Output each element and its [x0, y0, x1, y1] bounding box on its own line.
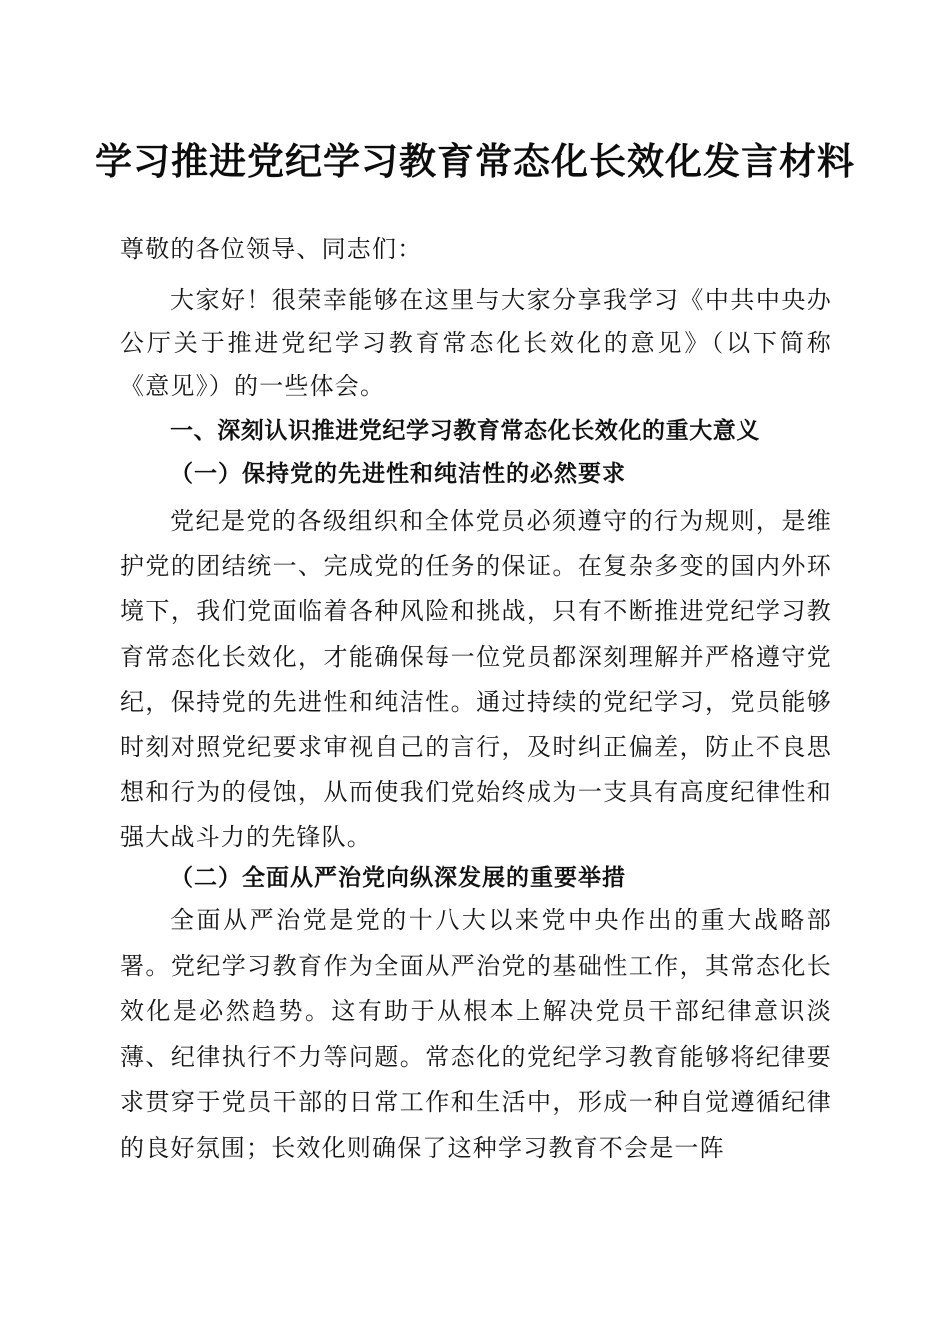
subsection-heading: （一）保持党的先进性和纯洁性的必然要求	[170, 460, 626, 487]
intro-paragraph: 大家好！很荣幸能够在这里与大家分享我学习《中共中央办公厅关于推进党纪学习教育常态化长效化的意见》（以下简称《意见》）的一些体会。	[120, 286, 832, 400]
body-paragraph: 全面从严治党是党的十八大以来党中央作出的重大战略部署。党纪学习教育作为全面从严治党的基础性工作，其常态化长效化是必然趋势。这有助于从根本上解决党员干部纪律意识淡薄、纪律执行不力等问题。常态化的党纪学习教育能够将纪律要求贯穿于党员干部的日常工作和生活中，形成一种自觉遵循纪律的良好氛围；长效化则确保了这种学习教育不会是一阵	[120, 906, 832, 1162]
subsection-heading: （二）全面从严治党向纵深发展的重要举措	[170, 864, 626, 891]
body-paragraph: 党纪是党的各级组织和全体党员必须遵守的行为规则，是维护党的团结统一、完成党的任务的保证。在复杂多变的国内外环境下，我们党面临着各种风险和挑战，只有不断推进党纪学习教育常态化长效化，才能确保每一位党员都深刻理解并严格遵守党纪，保持党的先进性和纯洁性。通过持续的党纪学习，党员能够时刻对照党纪要求审视自己的言行，及时纠正偏差，防止不良思想和行为的侵蚀，从而使我们党始终成为一支具有高度纪律性和强大战斗力的先锋队。	[120, 507, 832, 852]
salutation: 尊敬的各位领导、同志们：	[120, 235, 423, 263]
section-heading: 一、深刻认识推进党纪学习教育常态化长效化的重大意义	[170, 418, 760, 444]
document-title: 学习推进党纪学习教育常态化长效化发言材料	[95, 139, 855, 183]
